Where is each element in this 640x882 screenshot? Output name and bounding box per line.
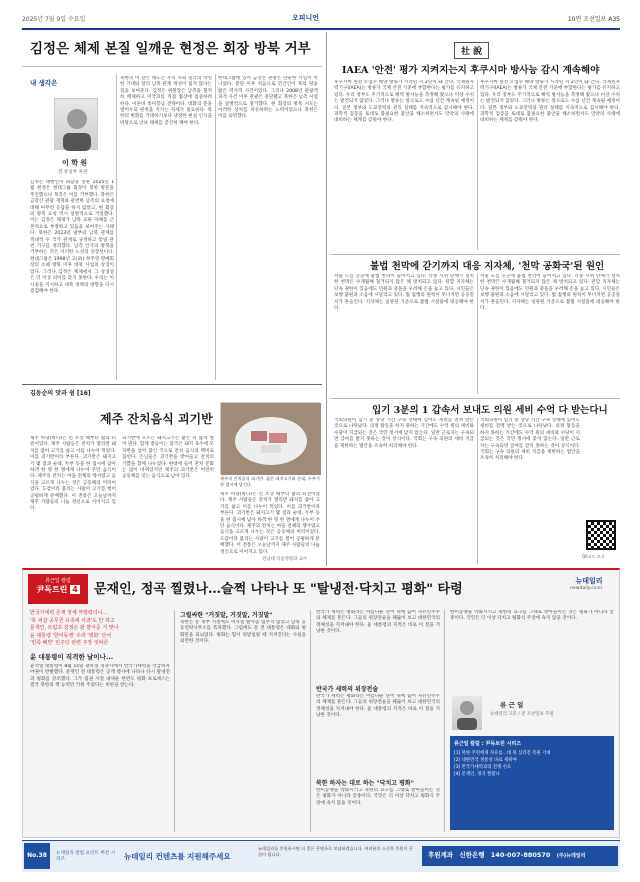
food-photo xyxy=(220,402,320,474)
footer-tag xyxy=(24,843,50,869)
ad-series-tag: 류근일 칼럼 xyxy=(45,578,71,584)
footer-note: 뉴데일리를 후원하시면 더 좋은 콘텐츠로 보답하겠습니다. 여러분의 소중한 후원이 큰 힘이 됩니다. xyxy=(258,846,413,857)
food-credit: 전남대 식품영양과 교수 xyxy=(262,557,308,562)
editorial-3-body-a: 국회의원이 임기 중 상당 기간 구속 상태에 있어도 세비를 전액 받는 것으로 나타났다. 의정 활동을 하지 못하는 기간에도 수억 원의 세비와 수당이 지급되는 것은 국민 정서에 맞지 않는다. 일반 근로자는 구속되면 급여를 받지 못하는 것이 상식이다. 국회는 구속 의원의 세비 지급을 제한하는 법안을 조속히 처리해야 한다. xyxy=(334,418,474,449)
footer-account-label: 후원계좌 xyxy=(428,851,454,859)
ad-subhead: 윤 대통령 '한미동맹' 우려 '평화' 단어 xyxy=(30,632,112,639)
ed2-rule xyxy=(330,254,620,255)
ad-quote-box xyxy=(450,736,614,830)
ad-series-number: 4 xyxy=(72,585,78,594)
left-headline-rule xyxy=(22,66,322,67)
left-body-3: 현대그룹에 있어 금강산 관광은 단순한 사업이 아니었다. 분단 이후 처음으로 민간인이 북녘 땅을 밟은 역사적 사건이었다. 그러나 2008년 관광객 피격 사건 이후 관광은 중단됐고 북한은 남측 시설을 일방적으로 철거했다. 현 회장의 방북 시도는 이러한 상처를 치유하려는 노력이었으나 북한은 이를 외면했다. xyxy=(218,76,318,120)
ad-body-col3b: 반국가 세력은 평화라는 아름다운 단어 뒤에 숨어 자유민주주의 체제를 흔든다. 그들의 위장전술을 꿰뚫어 보고 대한민국의 정체성을 지켜내야 한다. 윤 대통령의 지적은 바로 이 점을 겨냥한 것이다. xyxy=(316,694,440,719)
left-col-rule-2 xyxy=(215,74,216,380)
ad-col3-heading2: 북한 하자는 대로 하는 "닥치고 평화" xyxy=(316,780,414,787)
editorial-1-headline: IAEA '안전' 평가 지켜지는지 후쿠시마 방사능 감시 계속해야 xyxy=(342,65,600,76)
ad-subheads xyxy=(30,610,170,648)
qr-label: QR코드 보기 xyxy=(582,554,605,559)
footer-support: 뉴데일리 컨텐츠를 지원해주세요 xyxy=(124,852,231,861)
ad-box-heading: 윤 대통령이 직격한 날이나... xyxy=(30,653,114,661)
ad-list-item[interactable]: [2] 대한민국 정통성 바로 세워야 xyxy=(454,758,517,763)
ad-author-photo xyxy=(452,696,482,730)
ad-body-col1: 윤석열 대통령이 8월 15일 광복절 경축사에서 반국가세력을 언급하자 야권이 반발했다. 문재인 전 대통령은 공개 행사에 나타나 다시 탈냉전과 평화를 강조했다. 그가 집권 시절 내세운 한반도 평화 프로세스는 결국 북한의 핵 능력만 키워 주었다는 비판을 받는다. xyxy=(30,664,170,689)
food-headline: 제주 잔치음식 괴기반 xyxy=(100,412,213,426)
left-body-1: 김정은 대변인이 회담을 앞둔 2025년 1월 현정은 현대그룹 회장이 북한 방문을 추진했으나 북측은 이를 거부했다. 북한은 금강산 관광 재개와 관련한 남측의 요청에 대해 아무런 응답을 하지 않았고, 현 회장의 방북 요청 역시 일방적으로 거절했다. 이는 김정은 체제가 남북 교류 자체를 근본적으로 부정하고 있음을 보여주는 사례다. 북한은 2023년 말부터 남북 관계를 적대적 두 국가 관계로 규정하고 통일 관련 기구를 정리했다. 남측 인사의 방북을 거부하는 것은 이러한 노선의 연장선이다. 현대그룹은 1998년 고(故) 정주영 명예회장의 소떼 방북 이후 대북 사업의 상징이었다. 그러나 김정은 체제에서 그 상징성은 더 이상 의미를 갖지 못한다. 우리는 이 사실을 직시하고 대북 정책의 방향을 다시 점검해야 한다. xyxy=(30,180,114,294)
ad-body-col3a: 반국가 세력은 평화라는 아름다운 단어 뒤에 숨어 자유민주주의 체제를 흔든다. 그들의 위장전술을 꿰뚫어 보고 대한민국의 정체성을 지켜내야 한다. 윤 대통령의 지적은 바로 이 점을 겨냥한 것이다. xyxy=(316,610,440,635)
ad-rule-3 xyxy=(444,610,445,832)
ad-brand[interactable] xyxy=(570,576,603,591)
ad-author-name: 류 근 일 xyxy=(500,701,524,709)
ad-series-name xyxy=(28,584,88,595)
ad-series-box xyxy=(28,574,88,604)
ad-body-col4: 한미동맹을 약화시키고 북한의 요구를 그대로 받아들이는 것은 평화가 아니라 굴종이다. 국민은 더 이상 닥치고 평화식 주장에 속지 않을 것이다. xyxy=(450,610,614,622)
left-body-2: 북한의 이 같은 태도는 우리 사회 일각의 막연한 기대와 달리 남북 관계 개선이 쉽지 않다는 점을 보여준다. 김정은 위원장은 남측을 철저히 배제하고 미국과의 직접 협상에 집중하려 한다. 이른바 통미봉남 전략이다. 대화의 문을 열어두되 원칙을 지키는 자세가 필요하다. 북한의 변화를 기대하기보다 냉정한 현실 인식을 바탕으로 안보 태세를 굳건히 해야 한다. xyxy=(120,76,212,126)
author-photo xyxy=(54,98,98,150)
food-column-tag xyxy=(30,388,91,397)
ad-col3-heading: 반국가 세력의 위장전술 xyxy=(316,686,379,693)
ad-series-name-text: 尹독트린 xyxy=(36,585,68,594)
ad-brand-name: 뉴데일리 xyxy=(575,577,603,585)
ad-subhead: 문재인, 트럼프·김정은 판 깔아준 거 맞나 xyxy=(30,625,119,631)
ad-rule-1 xyxy=(174,610,175,832)
ed1-col-rule xyxy=(477,80,478,250)
editorial-3-body-b: 국회의원이 임기 중 상당 기간 구속 상태에 있어도 세비를 전액 받는 것으로 나타났다. 의정 활동을 하지 못하는 기간에도 수억 원의 세비와 수당이 지급되는 것은 국민 정서에 맞지 않는다. 일반 근로자는 구속되면 급여를 받지 못하는 것이 상식이다. 국회는 구속 의원의 세비 지급을 제한하는 법안을 조속히 처리해야 한다. xyxy=(480,418,580,462)
ad-brand-url: newdaily.co.kr xyxy=(570,586,603,591)
food-body-3: 제주 바당(바다)은 먼 조상 때부터 삶의 터전이었다. 제주 사람들은 잔치가 열리면 돼지를 잡아 고기를 삶고 이를 나누어 먹었다. 이를 괴기반이라 부른다. 괴기반은 돼지고기 몇 점과 순대, 두부 등을 한 접시에 담아 하객 한 명 한 명에게 나누어 주던 음식이다. 제주의 잔치는 마을 전체의 행사였고 음식을 고르게 나누는 것은 공동체의 미덕이었다. 도감이라 불리는 사람이 고기를 썰어 공평하게 분배했다. 이 전통은 오늘날까지 제주 사람들의 나눔 정신으로 이어지고 있다. xyxy=(220,492,320,555)
editorial-2-headline: 불법 천막에 갇기까지 대응 지자체, '천막 공화국'된 원인 xyxy=(370,261,605,272)
editorial-badge: 社 說 xyxy=(454,42,489,59)
ad-subhead: '북 피살 공무원 유족에 사과'도 안 하고 xyxy=(30,617,115,624)
ed3-rule xyxy=(330,398,620,399)
author-name: 이 학 원 xyxy=(62,159,88,167)
food-body-2: 괴기반에 오르는 돼지고기는 삶은 뒤 얇게 썰어 낸다. 함께 곁들이는 몸국은 돼지 육수에 모자반을 넣어 끓인 국으로 잔치 음식의 백미로 꼽힌다. 손님들은 괴기반을 받아들고 잔치의 기쁨을 함께 나누었다. 현대에 들어 잔치 문화는 많이 바뀌었지만 제주의 괴기반은 여전히 공동체를 잇는 음식으로 남아 있다. xyxy=(122,436,214,480)
left-col-rule-1 xyxy=(116,74,117,380)
left-headline: 김정은 체제 본질 일깨운 현정은 회장 방북 거부 xyxy=(30,41,311,57)
editorial-1-body-b: 후쿠시마 원전 오염수 해양 방류가 시작된 지 2년이 돼 간다. 국제원자력기구(IAEA)는 방류가 국제 안전 기준에 부합한다는 평가를 유지하고 있다. 우리 정부도 주기적으로 해역 방사능을 측정해 왔으나 이상 수치는 발견되지 않았다. 그러나 방류는 앞으로도 수십 년간 계속될 예정이다. 일본 정부와 도쿄전력의 관리 실태를 지속적으로 감시해야 한다. 과학적 검증을 토대로 불필요한 불안을 해소하면서도 만약의 사태에 대비하는 체계를 갖춰야 한다. xyxy=(480,80,620,124)
qr-code[interactable] xyxy=(586,520,616,550)
lower-left-rule xyxy=(22,384,322,385)
ad-list-item[interactable]: [4] 문재인, 정곡 찔렸나 xyxy=(454,772,500,777)
footer-series: 뉴데일리 칼럼 프린트 버전 시리즈 xyxy=(56,851,116,862)
header-date: 2025년 7월 9일 수요일 xyxy=(22,16,86,23)
ad-body-col3c: 한미동맹을 약화시키고 북한의 요구를 그대로 받아들이는 것은 평화가 아니라 굴종이다. 국민은 더 이상 닥치고 평화식 주장에 속지 않을 것이다. xyxy=(316,788,440,806)
footer-account-box[interactable] xyxy=(422,846,618,866)
ad-body-col2: 북한은 문 정부 시절에도 미사일 발사를 멈추지 않았고 남북 공동연락사무소를 폭파했다. 그럼에도 문 전 대통령은 대화와 평화만을 되뇌었다. 평화는 힘이 뒷받침될 때 지켜진다는 사실을 외면한 것이다. xyxy=(180,620,306,645)
ad-col2-heading: 그럴싸한 "거짓말, 거짓말, 거짓말" xyxy=(180,612,273,619)
footer-bank: 신한은행 xyxy=(459,851,485,859)
ad-list-item[interactable]: [3] 반국가세력과의 전쟁 선포 xyxy=(454,765,512,770)
column-tag: 내 생각은 xyxy=(30,79,58,87)
ad-title: 문재인, 정곡 찔렸나…슬쩍 나타나 또 "탈냉전·닥치고 평화" 타령 xyxy=(94,582,463,597)
editorial-2-body-b: 서울 도심 곳곳에 불법 천막이 들어서고 있다. 각종 시위 단체가 설치한 천막은 수개월째 철거되지 않은 채 방치되고 있다. 관할 지자체는 단속 권한이 있음에도 민원과 충돌을 우려해 손을 놓고 있다. 시민들은 보행 불편과 소음에 시달리고 있다. 법 집행의 원칙이 무너지면 공공질서가 흔들린다. 지자체는 일관된 기준으로 불법 시설물에 대응해야 한다. xyxy=(480,274,620,312)
ad-list-item[interactable]: [1] 북한 주민에게 자유를...대 북 심리전 복원 기대 xyxy=(454,751,551,756)
ad-quote-label: 류근일 칼럼 : 尹독트린 시리즈 xyxy=(454,741,522,747)
food-tag: 김동순의 맛과 쉼 xyxy=(30,390,75,397)
page-header xyxy=(22,12,620,26)
food-body-1: 제주 바당(바다)은 먼 조상 때부터 삶의 터전이었다. 제주 사람들은 잔치가 열리면 돼지를 잡아 고기를 삶고 이를 나누어 먹었다. 이를 괴기반이라 부른다. 괴기반은 돼지고기 몇 점과 순대, 두부 등을 한 접시에 담아 하객 한 명 한 명에게 나누어 주던 음식이다. 제주의 잔치는 마을 전체의 행사였고 음식을 고르게 나누는 것은 공동체의 미덕이었다. 도감이라 불리는 사람이 고기를 썰어 공평하게 분배했다. 이 전통은 오늘날까지 제주 사람들의 나눔 정신으로 이어지고 있다. xyxy=(30,436,116,512)
ad-author-title: 뉴데일리 고문 / 전 조선일보 주필 xyxy=(490,712,554,717)
header-section: 오피니언 xyxy=(292,14,320,22)
ed2-col-rule xyxy=(477,274,478,394)
author-title: 전 통일부 차관 xyxy=(58,170,88,175)
footer-account: 140-007-880570 xyxy=(490,851,551,859)
center-rule xyxy=(326,32,327,566)
footer-holder: (주)뉴데일리 xyxy=(556,853,586,859)
editorial-1-body-a: 후쿠시마 원전 오염수 해양 방류가 시작된 지 2년이 돼 간다. 국제원자력기구(IAEA)는 방류가 국제 안전 기준에 부합한다는 평가를 유지하고 있다. 우리 정부도 주기적으로 해역 방사능을 측정해 왔으나 이상 수치는 발견되지 않았다. 그러나 방류는 앞으로도 수십 년간 계속될 예정이다. 일본 정부와 도쿄전력의 관리 실태를 지속적으로 감시해야 한다. 과학적 검증을 토대로 불필요한 불안을 해소하면서도 만약의 사태에 대비하는 체계를 갖춰야 한다. xyxy=(334,80,474,124)
ed3-col-rule xyxy=(477,418,478,564)
food-number: [16] xyxy=(76,390,91,397)
header-rule xyxy=(22,28,620,30)
editorial-2-body-a: 서울 도심 곳곳에 불법 천막이 들어서고 있다. 각종 시위 단체가 설치한 천막은 수개월째 철거되지 않은 채 방치되고 있다. 관할 지자체는 단속 권한이 있음에도 민원과 충돌을 우려해 손을 놓고 있다. 시민들은 보행 불편과 소음에 시달리고 있다. 법 집행의 원칙이 무너지면 공공질서가 흔들린다. 지자체는 일관된 기준으로 불법 시설물에 대응해야 한다. xyxy=(334,274,474,312)
ad-rule-2 xyxy=(310,610,311,832)
header-paper: 10면 조선일보 A35 xyxy=(567,16,620,23)
footer-tag-text: No.38 xyxy=(27,852,47,859)
editorial-3-headline: 입기 3분의 1 갑속서 보내도 의원 세비 수억 다 받는다니 xyxy=(372,405,608,416)
ad-subhead: 반국가세력 존재 정체 까발렸더니... xyxy=(30,610,108,616)
food-caption: 제주의 잔치음식 괴기반. 삶은 돼지고기와 순대, 두부가 한 접시에 담긴다. xyxy=(220,476,320,488)
ad-subhead: '민족 배반' 민주당 관련 주장 잇따른 xyxy=(30,640,109,646)
